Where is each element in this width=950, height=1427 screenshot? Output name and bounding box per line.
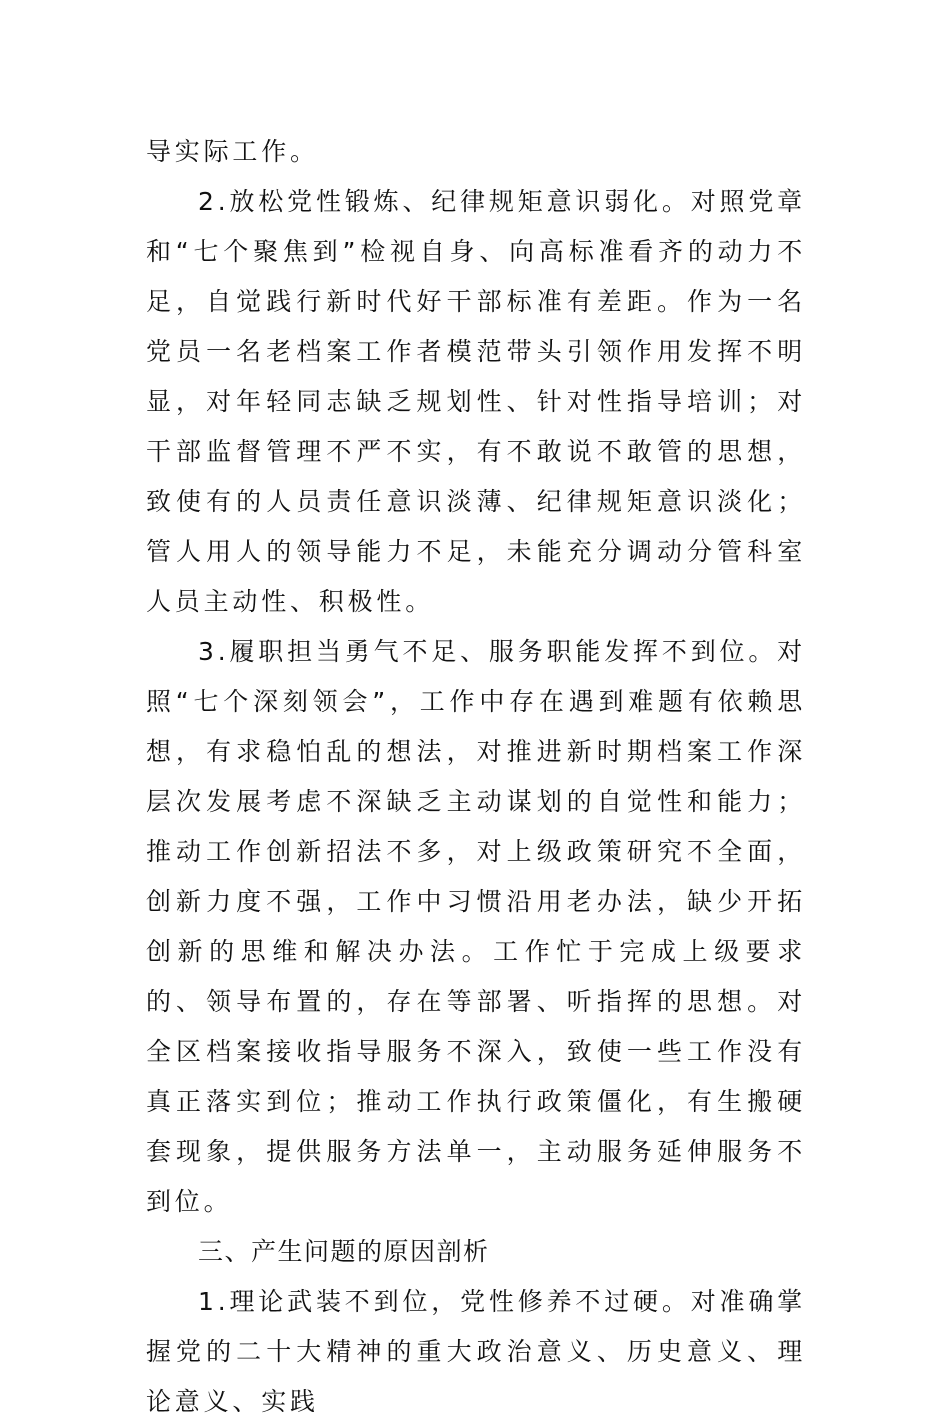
paragraph-point-3: 3.履职担当勇气不足、服务职能发挥不到位。对照“七个深刻领会”，工作中存在遇到难题有依赖思想，有求稳怕乱的想法，对推进新时期档案工作深层次发展考虑不深缺乏主动谋划的自觉性和能力；推动工作创新招法不多，对上级政策研究不全面，创新力度不强，工作中习惯沿用老办法，缺少开拓创新的思维和解决办法。工作忙于完成上级要求的、领导布置的，存在等部署、听指挥的思想。对全区档案接收指导服务不深入，致使一些工作没有真正落实到位；推动工作执行政策僵化，有生搬硬套现象，提供服务方法单一，主动服务延伸服务不到位。 — [146, 637, 806, 1216]
section-heading-3: 三、产生问题的原因剖析 — [198, 1237, 490, 1266]
paragraph-cause-1: 1.理论武装不到位，党性修养不过硬。对准确掌握党的二十大精神的重大政治意义、历史意义、理论意义、实践 — [146, 1287, 806, 1416]
document-body — [146, 127, 806, 1427]
paragraph-point-2: 2.放松党性锻炼、纪律规矩意识弱化。对照党章和“七个聚焦到”检视自身、向高标准看齐的动力不足，自觉践行新时代好干部标准有差距。作为一名党员一名老档案工作者模范带头引领作用发挥不明显，对年轻同志缺乏规划性、针对性指导培训；对干部监督管理不严不实，有不敢说不敢管的思想，致使有的人员责任意识淡薄、纪律规矩意识淡化；管人用人的领导能力不足，未能充分调动分管科室人员主动性、积极性。 — [146, 187, 806, 616]
paragraph-continuation: 导实际工作。 — [146, 137, 319, 166]
